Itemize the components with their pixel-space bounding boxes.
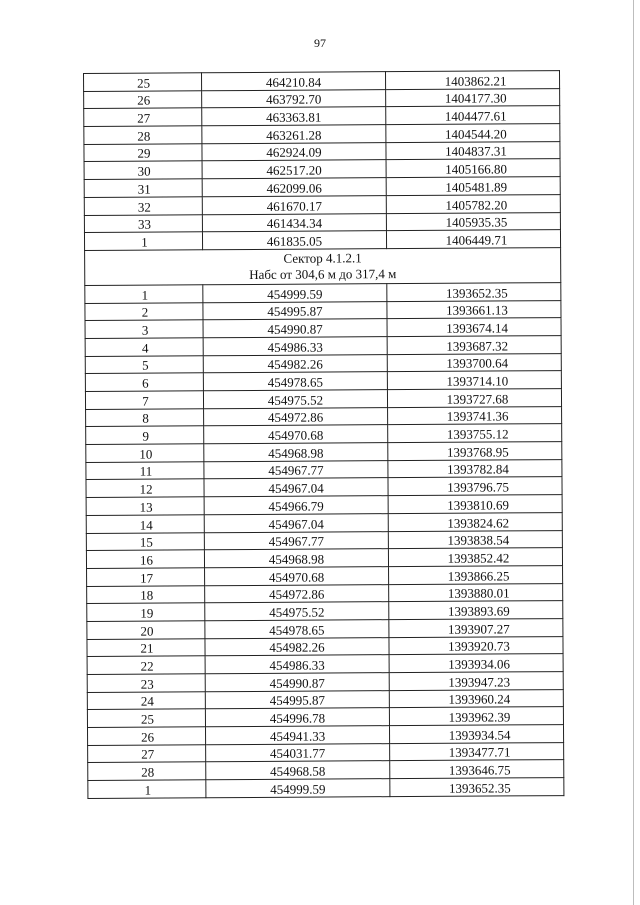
y-coordinate-cell: 1393741.36 bbox=[388, 406, 562, 425]
y-coordinate-cell: 1393646.75 bbox=[390, 760, 564, 779]
y-coordinate-cell: 1393866.25 bbox=[389, 565, 563, 584]
page-number: 97 bbox=[314, 36, 326, 50]
table-row bbox=[84, 230, 560, 251]
table-row bbox=[84, 106, 560, 127]
y-coordinate-cell: 1393880.01 bbox=[389, 583, 563, 602]
y-coordinate-cell: 1403862.21 bbox=[385, 71, 559, 90]
table-row bbox=[88, 778, 564, 799]
y-coordinate-cell: 1405166.80 bbox=[386, 159, 560, 178]
table-row bbox=[86, 530, 562, 551]
coordinates-table bbox=[83, 70, 564, 799]
x-coordinate-cell: 454967.77 bbox=[204, 460, 388, 479]
y-coordinate-cell: 1393652.35 bbox=[390, 778, 564, 797]
x-coordinate-cell: 461434.34 bbox=[202, 213, 386, 232]
x-coordinate-cell: 454995.87 bbox=[205, 690, 389, 709]
x-coordinate-cell: 454972.86 bbox=[204, 407, 388, 426]
point-number-cell: 10 bbox=[86, 444, 204, 462]
x-coordinate-cell: 454968.98 bbox=[204, 549, 388, 568]
x-coordinate-cell: 454967.04 bbox=[204, 513, 388, 532]
section-title: Сектор 4.1.2.1 bbox=[283, 250, 362, 266]
x-coordinate-cell: 454970.68 bbox=[205, 567, 389, 586]
point-number-cell: 19 bbox=[87, 603, 205, 621]
table-row bbox=[85, 353, 561, 374]
table-row bbox=[88, 742, 564, 763]
point-number-cell: 24 bbox=[87, 691, 205, 709]
table-row bbox=[87, 725, 563, 746]
y-coordinate-cell: 1393714.10 bbox=[387, 371, 561, 390]
x-coordinate-cell: 454999.59 bbox=[206, 779, 390, 798]
point-number-cell: 2 bbox=[85, 302, 203, 320]
point-number-cell: 3 bbox=[85, 320, 203, 338]
table-row bbox=[87, 601, 563, 622]
table-row bbox=[86, 548, 562, 569]
x-coordinate-cell: 454968.98 bbox=[204, 443, 388, 462]
table-row bbox=[87, 619, 563, 640]
x-coordinate-cell: 454990.87 bbox=[205, 673, 389, 692]
y-coordinate-cell: 1404477.61 bbox=[386, 106, 560, 125]
point-number-cell: 9 bbox=[86, 426, 204, 444]
y-coordinate-cell: 1393661.13 bbox=[387, 300, 561, 319]
y-coordinate-cell: 1393796.75 bbox=[388, 477, 562, 496]
y-coordinate-cell: 1393962.39 bbox=[389, 707, 563, 726]
table-row bbox=[87, 672, 563, 693]
y-coordinate-cell: 1404544.20 bbox=[386, 124, 560, 143]
x-coordinate-cell: 454982.26 bbox=[203, 354, 387, 373]
x-coordinate-cell: 454967.77 bbox=[204, 531, 388, 550]
table-row bbox=[84, 177, 560, 198]
x-coordinate-cell: 454968.58 bbox=[206, 761, 390, 780]
point-number-cell: 31 bbox=[84, 179, 202, 197]
y-coordinate-cell: 1393907.27 bbox=[389, 619, 563, 638]
y-coordinate-cell: 1404177.30 bbox=[386, 88, 560, 107]
x-coordinate-cell: 454982.26 bbox=[205, 637, 389, 656]
x-coordinate-cell: 454986.33 bbox=[203, 337, 387, 356]
point-number-cell: 23 bbox=[87, 674, 205, 692]
table-row bbox=[86, 442, 562, 463]
point-number-cell: 25 bbox=[87, 709, 205, 727]
y-coordinate-cell: 1393477.71 bbox=[390, 742, 564, 761]
x-coordinate-cell: 454978.65 bbox=[205, 620, 389, 639]
point-number-cell: 8 bbox=[86, 408, 204, 426]
table-row bbox=[86, 406, 562, 427]
table-row bbox=[85, 318, 561, 339]
scan-edge-line bbox=[633, 0, 634, 905]
x-coordinate-cell: 462517.20 bbox=[202, 160, 386, 179]
table-row bbox=[84, 141, 560, 162]
table-row bbox=[84, 71, 560, 92]
y-coordinate-cell: 1405935.35 bbox=[386, 212, 560, 231]
y-coordinate-cell: 1393824.62 bbox=[388, 512, 562, 531]
table-row bbox=[84, 124, 560, 145]
point-number-cell: 20 bbox=[87, 621, 205, 639]
point-number-cell: 21 bbox=[87, 638, 205, 656]
x-coordinate-cell: 454966.79 bbox=[204, 496, 388, 515]
y-coordinate-cell: 1393934.54 bbox=[389, 725, 563, 744]
x-coordinate-cell: 454995.87 bbox=[203, 301, 387, 320]
point-number-cell: 1 bbox=[88, 780, 206, 798]
point-number-cell: 29 bbox=[84, 144, 202, 162]
x-coordinate-cell: 463363.81 bbox=[202, 107, 386, 126]
y-coordinate-cell: 1393810.69 bbox=[388, 495, 562, 514]
y-coordinate-cell: 1393934.06 bbox=[389, 654, 563, 673]
table-row bbox=[87, 689, 563, 710]
table-row bbox=[84, 212, 560, 233]
y-coordinate-cell: 1405481.89 bbox=[386, 177, 560, 196]
x-coordinate-cell: 454972.86 bbox=[205, 584, 389, 603]
x-coordinate-cell: 454999.59 bbox=[203, 284, 387, 303]
x-coordinate-cell: 454031.77 bbox=[206, 743, 390, 762]
y-coordinate-cell: 1393920.73 bbox=[389, 636, 563, 655]
point-number-cell: 1 bbox=[85, 285, 203, 303]
table-row bbox=[88, 760, 564, 781]
table-row bbox=[85, 389, 561, 410]
coordinates-table-body bbox=[84, 71, 564, 799]
y-coordinate-cell: 1393652.35 bbox=[387, 282, 561, 301]
point-number-cell: 13 bbox=[86, 497, 204, 515]
point-number-cell: 27 bbox=[88, 745, 206, 763]
y-coordinate-cell: 1393838.54 bbox=[388, 530, 562, 549]
x-coordinate-cell: 463792.70 bbox=[202, 89, 386, 108]
x-coordinate-cell: 454986.33 bbox=[205, 655, 389, 674]
y-coordinate-cell: 1393893.69 bbox=[389, 601, 563, 620]
table-row bbox=[87, 565, 563, 586]
table-row bbox=[86, 495, 562, 516]
y-coordinate-cell: 1393947.23 bbox=[389, 672, 563, 691]
point-number-cell: 27 bbox=[84, 108, 202, 126]
y-coordinate-cell: 1393727.68 bbox=[387, 389, 561, 408]
x-coordinate-cell: 462924.09 bbox=[202, 142, 386, 161]
table-row bbox=[87, 707, 563, 728]
point-number-cell: 4 bbox=[85, 338, 203, 356]
y-coordinate-cell: 1393687.32 bbox=[387, 336, 561, 355]
y-coordinate-cell: 1393700.64 bbox=[387, 353, 561, 372]
x-coordinate-cell: 461835.05 bbox=[202, 231, 386, 250]
x-coordinate-cell: 463261.28 bbox=[202, 125, 386, 144]
point-number-cell: 12 bbox=[86, 479, 204, 497]
table-row bbox=[87, 654, 563, 675]
point-number-cell: 11 bbox=[86, 462, 204, 480]
table-row bbox=[84, 194, 560, 215]
table-row bbox=[85, 282, 561, 303]
point-number-cell: 15 bbox=[86, 532, 204, 550]
section-header-cell bbox=[85, 247, 561, 285]
point-number-cell: 5 bbox=[85, 355, 203, 373]
y-coordinate-cell: 1393755.12 bbox=[388, 424, 562, 443]
table-row bbox=[85, 336, 561, 357]
point-number-cell: 22 bbox=[87, 656, 205, 674]
x-coordinate-cell: 454967.04 bbox=[204, 478, 388, 497]
x-coordinate-cell: 462099.06 bbox=[202, 178, 386, 197]
point-number-cell: 32 bbox=[84, 197, 202, 215]
x-coordinate-cell: 454975.52 bbox=[203, 390, 387, 409]
x-coordinate-cell: 454975.52 bbox=[205, 602, 389, 621]
table-row bbox=[85, 371, 561, 392]
table-row bbox=[86, 512, 562, 533]
table-row bbox=[86, 477, 562, 498]
table-row bbox=[84, 159, 560, 180]
point-number-cell: 6 bbox=[85, 373, 203, 391]
y-coordinate-cell: 1393852.42 bbox=[388, 548, 562, 567]
table-row bbox=[87, 636, 563, 657]
y-coordinate-cell: 1393960.24 bbox=[389, 689, 563, 708]
point-number-cell: 26 bbox=[87, 727, 205, 745]
table-row bbox=[87, 583, 563, 604]
y-coordinate-cell: 1393782.84 bbox=[388, 459, 562, 478]
x-coordinate-cell: 464210.84 bbox=[202, 72, 386, 91]
point-number-cell: 30 bbox=[84, 161, 202, 179]
point-number-cell: 28 bbox=[84, 126, 202, 144]
point-number-cell: 28 bbox=[88, 762, 206, 780]
x-coordinate-cell: 454941.33 bbox=[205, 726, 389, 745]
table-row bbox=[86, 459, 562, 480]
y-coordinate-cell: 1393768.95 bbox=[388, 442, 562, 461]
y-coordinate-cell: 1404837.31 bbox=[386, 141, 560, 160]
y-coordinate-cell: 1406449.71 bbox=[386, 230, 560, 249]
point-number-cell: 16 bbox=[86, 550, 204, 568]
x-coordinate-cell: 461670.17 bbox=[202, 195, 386, 214]
x-coordinate-cell: 454978.65 bbox=[203, 372, 387, 391]
point-number-cell: 26 bbox=[84, 90, 202, 108]
y-coordinate-cell: 1393674.14 bbox=[387, 318, 561, 337]
y-coordinate-cell: 1405782.20 bbox=[386, 194, 560, 213]
point-number-cell: 14 bbox=[86, 515, 204, 533]
point-number-cell: 17 bbox=[87, 568, 205, 586]
x-coordinate-cell: 454970.68 bbox=[204, 425, 388, 444]
table-row bbox=[85, 300, 561, 321]
table-row bbox=[84, 88, 560, 109]
section-subtitle: Набс от 304,6 м до 317,4 м bbox=[249, 265, 397, 282]
section-header-row bbox=[85, 247, 561, 285]
point-number-cell: 33 bbox=[84, 214, 202, 232]
point-number-cell: 25 bbox=[84, 73, 202, 91]
x-coordinate-cell: 454990.87 bbox=[203, 319, 387, 338]
point-number-cell: 18 bbox=[87, 585, 205, 603]
x-coordinate-cell: 454996.78 bbox=[205, 708, 389, 727]
point-number-cell: 1 bbox=[84, 232, 202, 250]
point-number-cell: 7 bbox=[85, 391, 203, 409]
table-row bbox=[86, 424, 562, 445]
